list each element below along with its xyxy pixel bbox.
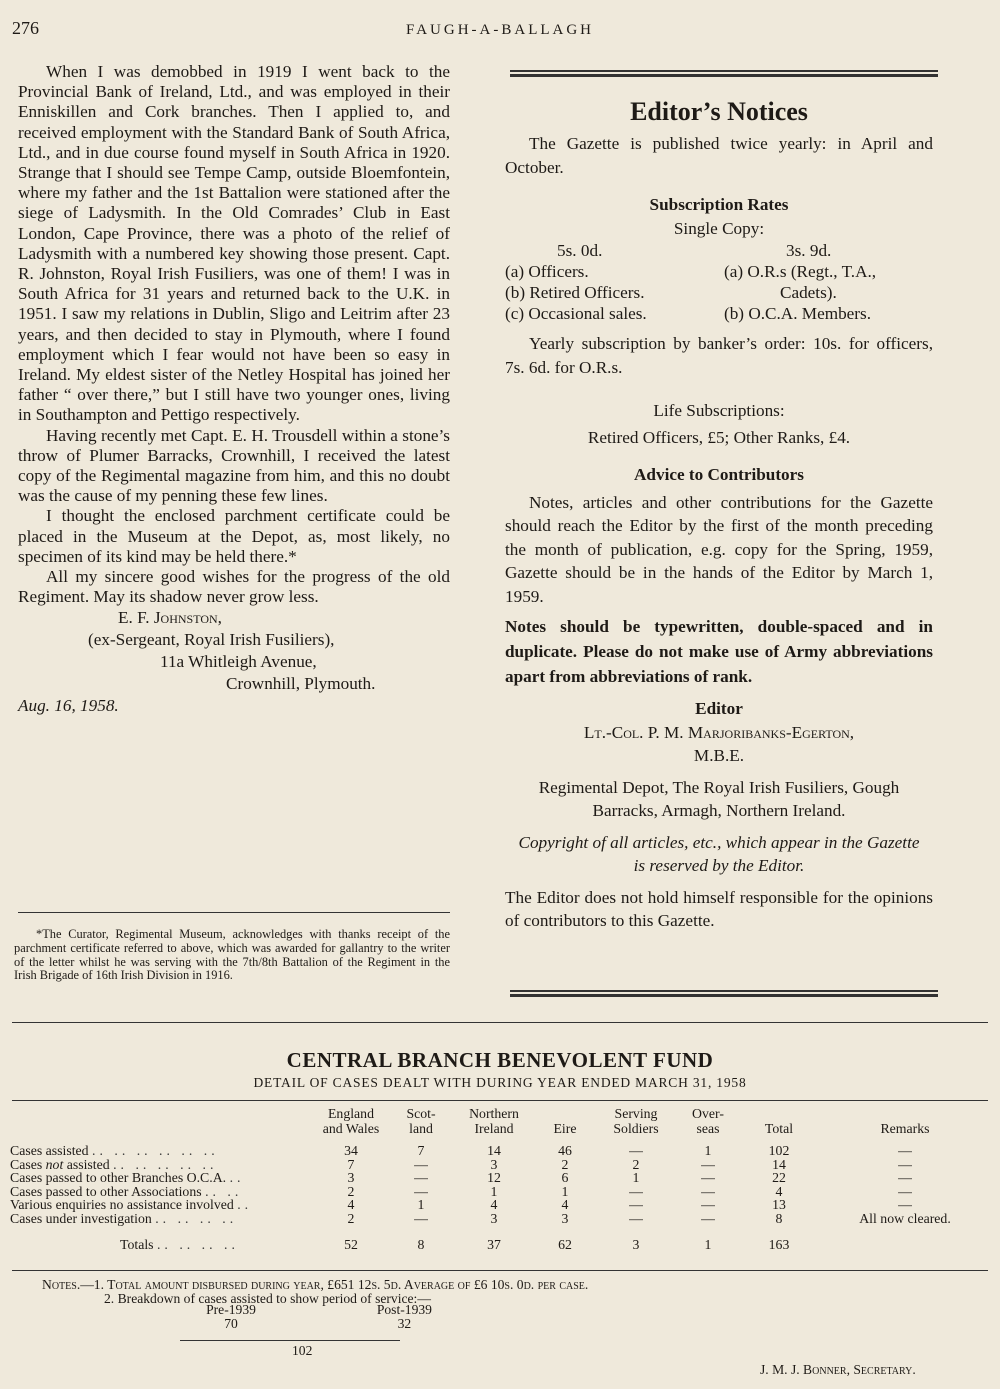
service-breakdown: [196, 1303, 449, 1331]
table-cell: 34: [344, 1143, 358, 1158]
table-cell: —: [701, 1170, 715, 1186]
table-cell: 6: [561, 1170, 569, 1186]
row-label: Cases passed to other Branches O.C.A. ..: [10, 1170, 245, 1186]
life-subscriptions-heading: Life Subscriptions:: [653, 401, 785, 420]
rate-group-a: [505, 240, 724, 324]
table-row: [10, 1212, 988, 1226]
table-cell: 163: [768, 1236, 790, 1252]
section-divider: [12, 1022, 988, 1023]
table-cell: 7: [417, 1143, 425, 1158]
table-cell: 8: [775, 1210, 783, 1226]
table-cell: —: [701, 1156, 715, 1172]
table-cell: 52: [344, 1236, 358, 1252]
table-cell: 1: [561, 1183, 569, 1199]
table-top-rule: [12, 1100, 988, 1101]
notices-title: Editor’s Notices: [630, 97, 808, 126]
table-cell: 1: [704, 1143, 712, 1158]
table-cell: 4: [490, 1197, 498, 1213]
table-header-row: [10, 1106, 988, 1138]
editor-honour: M.B.E.: [693, 746, 745, 765]
table-cell: —: [701, 1210, 715, 1226]
advice-text: Notes, articles and other contributions for the Gazette should reach the Editor by the first of the month preceding the month of publication, e.g. copy for the Spring, 1959, Gazette should be in the hands of the Editor by March 1, 1959.: [505, 492, 933, 606]
table-cell: —: [898, 1170, 912, 1186]
table-cell: 4: [347, 1197, 355, 1213]
table-cell: 3: [632, 1236, 640, 1252]
table-cell: 13: [772, 1197, 786, 1213]
table-cell: All now cleared.: [859, 1210, 951, 1226]
note-1: Notes.—1. Total amount disbursed during year, £651 12s. 5d. Average of £6 10s. 0d. per case.: [42, 1277, 589, 1292]
footnote: *The Curator, Regimental Museum, acknowledges with thanks receipt of the parchment certificate referred to above, which was awarded for gallantry to the writer of the letter whilst he was serving with the 7th/8th Battalion of the Regiment in the Irish Brigade of 16th Irish Division in 1916.: [14, 927, 450, 983]
advice-heading: Advice to Contributors: [634, 465, 804, 484]
fund-subtitle: DETAIL OF CASES DEALT WITH DURING YEAR ENDED MARCH 31, 1958: [253, 1075, 747, 1090]
page-number: 276: [12, 18, 39, 38]
table-cell: 2: [347, 1183, 355, 1199]
subscription-rates-heading: Subscription Rates: [649, 195, 789, 214]
yearly-subscription: Yearly subscription by banker’s order: 10s. for officers, 7s. 6d. for O.R.s.: [505, 334, 933, 377]
table-cell: —: [701, 1183, 715, 1199]
rate-item: Cadets).: [779, 283, 837, 302]
letter-paragraph: I thought the enclosed parchment certificate could be placed in the Museum at the Depot, as, most likely, no specimen of its kind may be held there.*: [18, 506, 450, 566]
row-label: Cases not assisted .. .. .. .. ..: [10, 1156, 218, 1172]
table-cell: —: [629, 1210, 643, 1226]
letter-column: [18, 62, 450, 717]
column-header-northern-ireland: Northern Ireland: [469, 1106, 519, 1136]
rate-item: (a) O.R.s (Regt., T.A.,: [723, 262, 877, 281]
rate-item: (b) O.C.A. Members.: [723, 304, 872, 323]
table-cell: 3: [561, 1210, 569, 1226]
table-cell: —: [414, 1156, 428, 1172]
secretary-signature: J. M. J. Bonner, Secretary.: [760, 1362, 916, 1377]
table-cell: —: [629, 1183, 643, 1199]
table-row: [10, 1185, 988, 1199]
column-header-serving-soldiers: Serving Soldiers: [613, 1106, 659, 1136]
rate-item: (a) Officers.: [505, 262, 589, 281]
signature-rank: (ex-Sergeant, Royal Irish Fusiliers),: [88, 630, 335, 650]
table-cell: —: [898, 1156, 912, 1172]
table-cell: —: [898, 1197, 912, 1213]
life-subscription-rates: Retired Officers, £5; Other Ranks, £4.: [587, 427, 851, 447]
row-label: Totals .. .. .. ..: [120, 1236, 239, 1252]
column-header-scotland: Scot- land: [406, 1106, 436, 1136]
table-body: [10, 1138, 988, 1251]
rate-item: (b) Retired Officers.: [505, 283, 645, 302]
table-row: [10, 1198, 988, 1212]
price-b: 3s. 9d.: [785, 241, 832, 260]
letter-paragraph: All my sincere good wishes for the progress of the old Regiment. May its shadow never grow less.: [18, 567, 450, 607]
copyright-notice: Copyright of all articles, etc., which appear in the Gazette is reserved by the Editor.: [518, 832, 920, 875]
editor-address: Regimental Depot, The Royal Irish Fusiliers, Gough Barracks, Armagh, Northern Ireland.: [538, 777, 900, 820]
table-cell: 3: [490, 1210, 498, 1226]
subscription-rates: [505, 240, 933, 324]
table-cell: 7: [347, 1156, 355, 1172]
table-cell: 1: [632, 1170, 640, 1186]
table-cell: 1: [417, 1197, 425, 1213]
table-cell: —: [414, 1210, 428, 1226]
table-cell: 8: [417, 1236, 425, 1252]
table-cell: 14: [487, 1143, 501, 1158]
table-cell: 2: [347, 1210, 355, 1226]
post-1939-value: 32: [397, 1316, 412, 1331]
row-label: Cases under investigation .. .. .. ..: [10, 1210, 238, 1226]
table-cell: 3: [490, 1156, 498, 1172]
service-sum: 102: [292, 1343, 313, 1358]
column-header-total: Total: [764, 1121, 794, 1136]
row-label: Cases passed to other Associations .. ..: [10, 1183, 243, 1199]
totals-row: [10, 1226, 988, 1252]
disclaimer: The Editor does not hold himself responsible for the opinions of contributors to this Gazette.: [505, 887, 933, 930]
column-header-blank: [10, 1106, 310, 1138]
cases-table: [10, 1106, 988, 1251]
signature-address-line1: 11a Whitleigh Avenue,: [160, 652, 317, 672]
table-cell: 1: [490, 1183, 498, 1199]
pre-1939-label: Pre-1939: [206, 1302, 256, 1317]
sum-rule: [180, 1340, 400, 1341]
editor-name: Lt.-Col. P. M. Marjoribanks-Egerton,: [583, 722, 855, 742]
notices-top-rule: [510, 70, 938, 77]
signature-block: [18, 607, 450, 717]
table-row: [10, 1144, 988, 1158]
table-cell: [822, 1226, 988, 1252]
table-cell: 102: [768, 1143, 790, 1158]
table-cell: —: [898, 1143, 912, 1158]
pre-1939-value: 70: [224, 1316, 238, 1331]
editors-notices: [505, 94, 933, 933]
fund-title: CENTRAL BRANCH BENEVOLENT FUND: [286, 1048, 714, 1072]
table-cell: —: [414, 1183, 428, 1199]
table-cell: 37: [487, 1236, 501, 1252]
table-cell: 1: [704, 1236, 712, 1252]
editor-heading: Editor: [695, 699, 743, 718]
table-cell: 4: [775, 1183, 783, 1199]
letter-date: Aug. 16, 1958.: [18, 696, 119, 716]
table-cell: —: [629, 1197, 643, 1213]
footnote-divider: [18, 912, 450, 913]
table-cell: 14: [772, 1156, 786, 1172]
table-cell: —: [701, 1197, 715, 1213]
table-cell: 46: [558, 1143, 572, 1158]
table-row: [10, 1158, 988, 1172]
table-cell: 2: [632, 1156, 640, 1172]
price-a: 5s. 0d.: [557, 241, 603, 260]
rate-group-b: [724, 240, 933, 324]
note-2: 2. Breakdown of cases assisted to show period of service:—: [104, 1291, 431, 1306]
table-cell: —: [414, 1170, 428, 1186]
column-header-overseas: Over- seas: [692, 1106, 724, 1136]
notices-intro: The Gazette is published twice yearly: in April and October.: [505, 134, 933, 177]
table-cell: —: [898, 1183, 912, 1199]
row-label: Various enquiries no assistance involved ..: [10, 1197, 253, 1213]
signature-address-line2: Crownhill, Plymouth.: [226, 674, 376, 694]
row-label: Cases assisted .. .. .. .. .. ..: [10, 1143, 219, 1158]
table-row: [10, 1171, 988, 1185]
signature-name: E. F. Johnston,: [118, 608, 222, 628]
table-cell: 12: [487, 1170, 501, 1186]
table-cell: 4: [561, 1197, 569, 1213]
column-header-remarks: Remarks: [880, 1121, 930, 1136]
post-1939-label: Post-1939: [376, 1302, 432, 1317]
table-cell: 2: [561, 1156, 569, 1172]
table-cell: 22: [772, 1170, 786, 1186]
rate-item: (c) Occasional sales.: [505, 304, 647, 323]
column-header-eire: Eire: [553, 1121, 577, 1136]
table-bottom-rule: [12, 1270, 988, 1271]
table-cell: —: [629, 1143, 643, 1158]
single-copy-label: Single Copy:: [673, 218, 765, 238]
column-header-england: England and Wales: [322, 1106, 380, 1136]
table-cell: 62: [558, 1236, 572, 1252]
advice-bold-text: Notes should be typewritten, double-spaced and in duplicate. Please do not make use of Army abbreviations apart from abbreviations of rank.: [505, 617, 933, 686]
letter-paragraph: Having recently met Capt. E. H. Trousdell within a stone’s throw of Plumer Barracks, Crownhill, I received the latest copy of the Regimental magazine from him, and this no doubt was the cause of my penning these few lines.: [18, 425, 450, 506]
notices-bottom-rule: [510, 990, 938, 997]
letter-paragraph: When I was demobbed in 1919 I went back to the Provincial Bank of Ireland, Ltd., and was employed in their Enniskillen and Cork branches. Then I applied to, and received employment with the Standard Bank of South Africa, Ltd., and in due course found myself in South Africa in 1920. Strange that I should see Tempe Camp, outside Bloemfontein, where my father and the 1st Battalion were stationed after the siege of Ladysmith. In the Old Comrades’ Club in East London, Cape Province, there was a photo of the relief of Ladysmith with a numbered key showing those present. Capt. R. Johnston, Royal Irish Fusiliers, was one of them! I was in South Africa for 31 years and returned back to the U.K. in 1951. I saw my relations in Dublin, Sligo and Leitrim after 23 years, and then decided to stay in Plymouth, where I found employment which I fear would not have been so easy in Ireland. My eldest sister of the Netley Hospital has joined her father “ over there,” but I still have two younger ones, living in Southampton and Pettigo respectively.: [18, 62, 450, 425]
running-title: FAUGH-A-BALLAGH: [405, 22, 595, 38]
table-cell: 3: [347, 1170, 355, 1186]
